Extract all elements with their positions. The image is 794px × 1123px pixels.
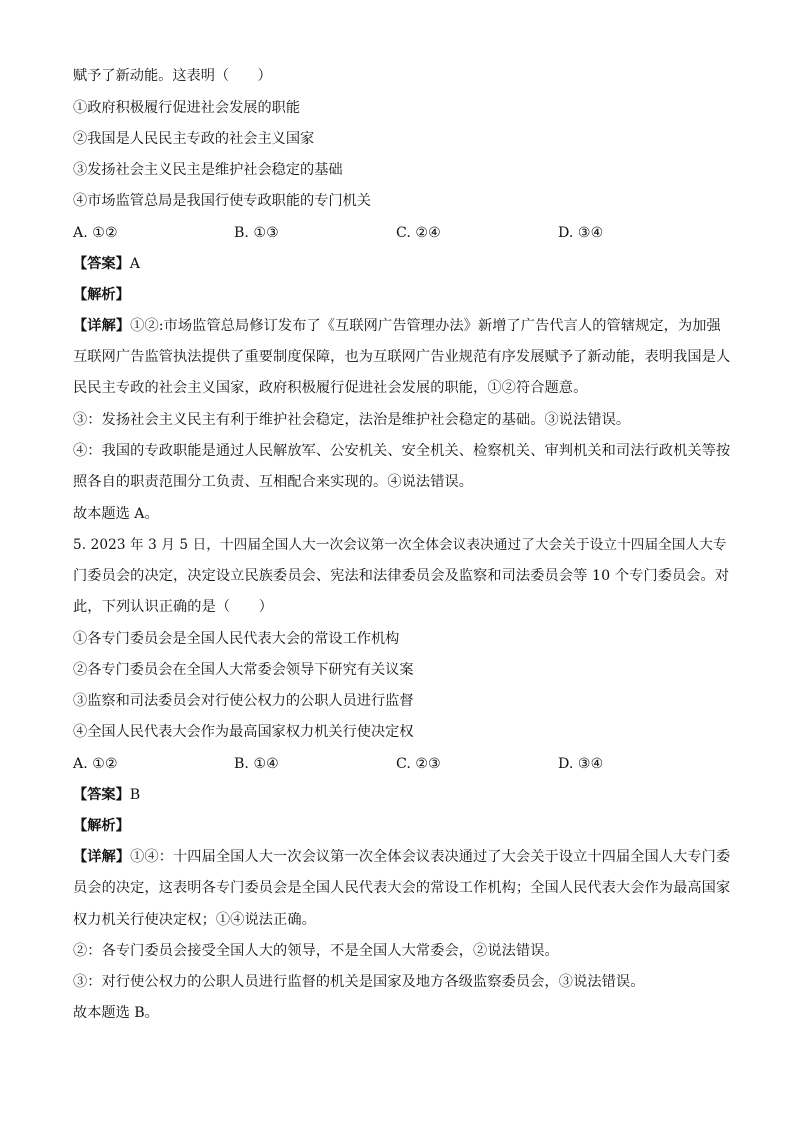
q5-stem-line-2: 门委员会的决定，决定设立民族委员会、宪法和法律委员会及监察和司法委员会等 10 个专门委员会。对: [73, 568, 730, 584]
q5-detail-line-5: ③：对行使公权力的公职人员进行监督的机关是国家及地方各级监察委员会，③说法错误。: [73, 974, 645, 990]
q5-statement-1: ①各专门委员会是全国人民代表大会的常设工作机构: [73, 631, 400, 647]
q5-detail-line-3: 权力机关行使决定权；①④说法正确。: [73, 912, 316, 928]
q5-option-a: A. ①②: [73, 756, 118, 772]
q5-detail-label: 【详解】: [73, 849, 131, 865]
q4-statement-1: ①政府积极履行促进社会发展的职能: [73, 100, 301, 116]
q4-statement-2: ②我国是人民民主专政的社会主义国家: [73, 131, 315, 147]
q4-option-d: D. ③④: [558, 225, 604, 241]
q4-statement-4: ④市场监管总局是我国行使专政职能的专门机关: [73, 193, 371, 209]
q5-answer-label: 【答案】: [73, 787, 130, 803]
q5-option-b: B. ①④: [234, 756, 279, 772]
q5-statement-3: ③监察和司法委员会对行使公权力的公职人员进行监督: [73, 693, 414, 709]
q5-conclusion: 故本题选 B。: [73, 1005, 159, 1021]
q4-detail-line-4: ③：发扬社会主义民主有利于维护社会稳定，法治是维护社会稳定的基础。③说法错误。: [73, 412, 631, 428]
q5-stem-line-1: 5. 2023 年 3 月 5 日，十四届全国人大一次会议第一次全体会议表决通过了大会关于设立十四届全国人大专: [73, 537, 727, 553]
q5-detail-text-1: ①④：十四届全国人大一次会议第一次全体会议表决通过了大会关于设立十四届全国人大专门委: [130, 849, 731, 865]
q5-detail-line-1: [73, 847, 733, 867]
q4-option-b: B. ①③: [234, 225, 279, 241]
q4-detail-line-6: 照各自的职责范围分工负责、互相配合来实现的。④说法错误。: [73, 474, 474, 490]
q4-detail-label: 【详解】: [73, 318, 131, 334]
q4-detail-line-3: 民民主专政的社会主义国家，政府积极履行促进社会发展的职能，①②符合题意。: [73, 380, 588, 396]
q5-option-c: C. ②③: [396, 756, 441, 772]
q5-answer-value: B: [129, 787, 141, 803]
q4-option-a: A. ①②: [73, 225, 118, 241]
q4-analysis-heading: [73, 285, 733, 305]
q5-statement-4: ④全国人民代表大会作为最高国家权力机关行使决定权: [73, 724, 414, 740]
q5-statement-2: ②各专门委员会在全国人大常委会领导下研究有关议案: [73, 662, 414, 678]
q4-options: [73, 223, 733, 243]
q4-detail-line-5: ④：我国的专政职能是通过人民解放军、公安机关、安全机关、检察机关、审判机关和司法行政机关等按: [73, 443, 731, 459]
q4-detail-text-1: ①②:市场监管总局修订发布了《互联网广告管理办法》新增了广告代言人的管辖规定，为加强: [130, 318, 721, 334]
q5-detail-line-2: 员会的决定，这表明各专门委员会是全国人民代表大会的常设工作机构；全国人民代表大会作为最高国家: [73, 880, 731, 896]
q4-detail-line-1: [73, 316, 733, 336]
q4-answer-label: 【答案】: [73, 256, 130, 272]
q5-options: [73, 754, 733, 774]
q4-statement-3: ③发扬社会主义民主是维护社会稳定的基础: [73, 162, 343, 178]
q5-analysis-heading: [73, 816, 733, 836]
q5-stem-line-3: 此，下列认识正确的是（ ）: [73, 599, 274, 615]
q4-answer-value: A: [129, 256, 141, 272]
q5-detail-line-4: ②：各专门委员会接受全国人大的领导，不是全国人大常委会，②说法错误。: [73, 943, 559, 959]
q4-option-c: C. ②④: [396, 225, 441, 241]
q5-answer: [73, 785, 733, 805]
q4-stem-tail: 赋予了新动能。这表明（ ）: [73, 68, 272, 84]
q4-answer: [73, 254, 733, 274]
q4-conclusion: 故本题选 A。: [73, 506, 159, 522]
q5-option-d: D. ③④: [558, 756, 604, 772]
q5-analysis-label: 【解析】: [73, 818, 130, 834]
q4-detail-line-2: 互联网广告监管执法提供了重要制度保障，也为互联网广告业规范有序发展赋予了新动能，表明我国是人: [73, 349, 731, 365]
q4-analysis-label: 【解析】: [73, 287, 130, 303]
